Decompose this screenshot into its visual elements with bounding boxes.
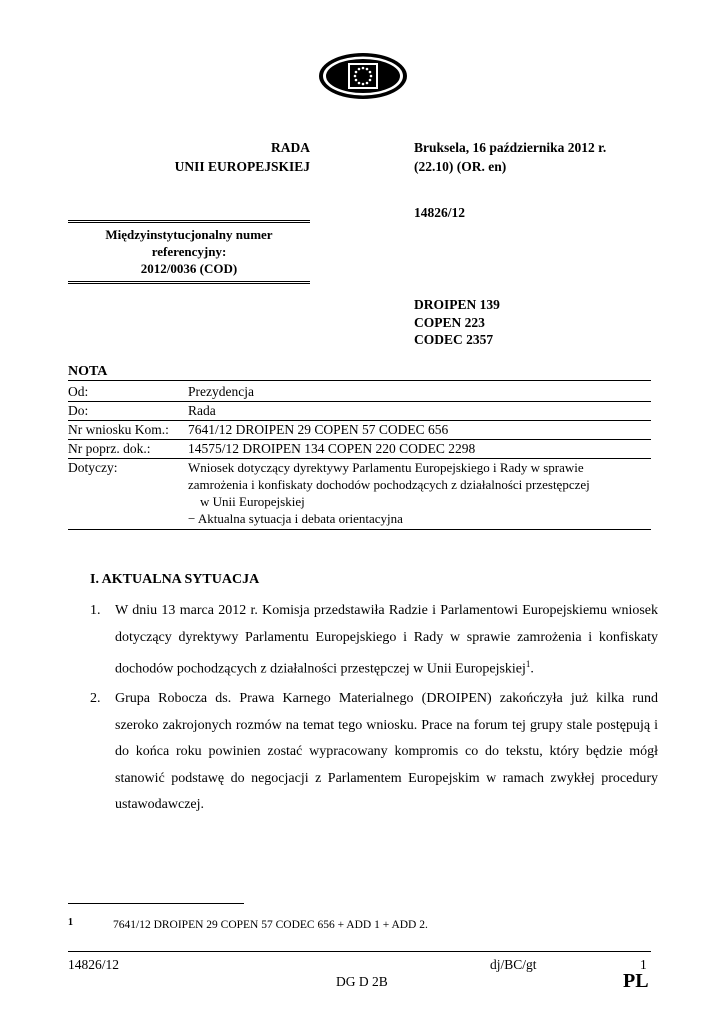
ref-value: 2012/0036 (COD): [140, 261, 238, 276]
footer-dg: DG D 2B: [336, 974, 388, 989]
table-row-subject: [68, 459, 651, 527]
note-table: [68, 380, 651, 530]
to-label: Do:: [68, 403, 89, 418]
footer-language: PL: [623, 970, 649, 992]
paragraph-1-end: .: [530, 661, 534, 677]
table-row-to: [68, 402, 651, 420]
subject-value: [188, 459, 651, 527]
subject-line-1: Wniosek dotyczący dyrektywy Parlamentu Europejskiego i Rady w sprawie: [188, 460, 584, 475]
code-line-1: DROIPEN 139: [414, 297, 500, 312]
previous-doc-label: Nr poprz. dok.:: [68, 441, 151, 456]
council-logo: [318, 52, 408, 105]
paragraph-2: [90, 686, 658, 819]
footer-initials: dj/BC/gt: [490, 957, 537, 972]
subject-line-3: w Unii Europejskiej: [200, 494, 305, 509]
commission-ref-value: 7641/12 DROIPEN 29 COPEN 57 CODEC 656: [188, 422, 449, 437]
from-value: Prezydencja: [188, 384, 254, 399]
document-number: 14826/12: [414, 205, 466, 220]
table-row-from: [68, 383, 651, 401]
code-line-3: CODEC 2357: [414, 332, 494, 347]
ref-top-rule-2: [68, 222, 310, 223]
note-heading: NOTA: [68, 364, 108, 379]
codes-block: [414, 296, 500, 349]
issuer-line-1: RADA: [271, 140, 310, 155]
ref-bottom-rule-2: [68, 283, 310, 284]
subject-label: Dotyczy:: [68, 460, 118, 475]
section-title: I. AKTUALNA SYTUACJA: [90, 572, 260, 587]
ref-label-line-1: Międzyinstytucjonalny numer: [105, 227, 273, 242]
ref-bottom-rule: [68, 281, 310, 282]
paragraph-2-number: 2.: [90, 691, 101, 706]
footnote-separator: [68, 903, 244, 904]
table-rule: [68, 529, 651, 530]
paragraph-2-text: Grupa Robocza ds. Prawa Karnego Materialnego (DROIPEN) zakończyła już kilka rund szeroko zakrojonych rozmów na temat tego wniosku. Prace na forum tej grupy stale postępują i do końca roku powinien zostać wypracowany kompromis co do tekstu, który będzie mógł stanowić podstawę do negocjacji z Parlamentem Europejskim w ramach zwykłej procedury ustawodawczej.: [115, 691, 658, 812]
ref-label-line-2: referencyjny:: [151, 244, 227, 259]
from-label: Od:: [68, 384, 89, 399]
issuer-line-2: UNII EUROPEJSKIEJ: [174, 159, 310, 174]
subject-line-4: − Aktualna sytuacja i debata orientacyjna: [188, 511, 403, 526]
table-rule: [68, 380, 651, 381]
footnote-text: 7641/12 DROIPEN 29 COPEN 57 CODEC 656 + ADD 1 + ADD 2.: [113, 919, 428, 931]
previous-doc-value: 14575/12 DROIPEN 134 COPEN 220 CODEC 2298: [188, 441, 476, 456]
table-row-previous-doc: [68, 440, 651, 458]
subject-line-2: zamrożenia i konfiskaty dochodów pochodzących z działalności przestępczej: [188, 477, 590, 492]
footer-page-number: 1: [640, 957, 647, 972]
paragraph-1-number: 1.: [90, 603, 101, 618]
footnote-ref[interactable]: 1: [525, 659, 531, 669]
date-code: (22.10) (OR. en): [414, 159, 507, 174]
interinstitutional-reference-box: [68, 220, 310, 284]
table-row-commission-ref: [68, 421, 651, 439]
commission-ref-label: Nr wniosku Kom.:: [68, 422, 169, 437]
footer-rule: [68, 951, 651, 952]
to-value: Rada: [188, 403, 216, 418]
place-date: Bruksela, 16 października 2012 r.: [414, 140, 607, 155]
paragraph-1-body: W dniu 13 marca 2012 r. Komisja przedstawiła Radzie i Parlamentowi Europejskiemu wniosek dotyczący dyrektywy Parlamentu Europejskiego i Rady w sprawie zamrożenia i konfiskaty dochodów pochodzących z działalności przestępczej w Unii Europejskiej: [115, 603, 658, 677]
paragraph-1-text: [115, 598, 658, 683]
ref-text: [68, 226, 310, 277]
footer-doc-number: 14826/12: [68, 957, 120, 972]
footnote-number: 1: [68, 917, 73, 928]
issuer-block: [120, 138, 310, 176]
place-date-block: [414, 138, 606, 176]
code-line-2: COPEN 223: [414, 314, 485, 330]
eu-council-emblem-icon: [318, 52, 408, 100]
ref-top-rule: [68, 220, 310, 221]
paragraph-1: [90, 598, 658, 683]
